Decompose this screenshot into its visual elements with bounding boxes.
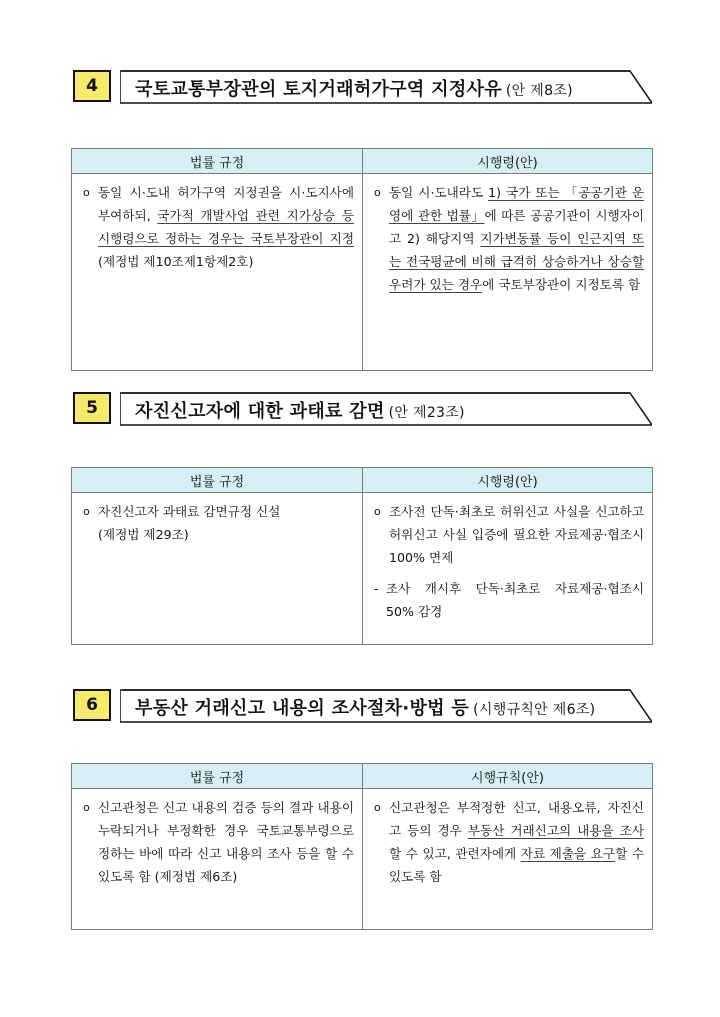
decree-cell [363,493,653,645]
bullet-circle: o [83,505,90,518]
text: 신고관청은 부적정한 신고, 내용오류, 자진신고 등의 경우 [389,800,644,838]
law-cell [72,493,363,645]
text: 조사 개시후 단독·최초로 자료제공·협조시 50% 감경 [386,581,644,619]
text: 에 따른 공공기관이 시행자이고 2) 해당지역 [389,208,645,246]
text: 에 국토부장관이 지정토록 함 [482,277,641,292]
bullet-circle: o [374,801,381,814]
bullet-circle: o [374,186,381,199]
text: (제정법 제10조제1항제2호) [98,254,254,269]
column-header-law: 법률 규정 [72,149,363,174]
comparison-table [71,467,653,645]
section-header [73,687,653,723]
underlined-text: 자료 제출을 요구 [520,846,616,861]
section-title-text: 자진신고자에 대한 과태료 감면 [135,401,385,422]
section-header [73,390,653,426]
text: 할 수 있도록 함 [389,846,644,884]
section-number-badge: 6 [73,689,111,721]
section-title [135,75,573,101]
section-title-text: 부동산 거래신고 내용의 조사절차·방법 등 [135,698,470,719]
decree-cell [363,174,653,371]
law-cell [72,789,363,930]
bullet-circle: o [83,186,90,199]
comparison-table [71,763,653,930]
underlined-text: 지가변동률 등이 인근지역 또는 전국평균에 비해 급격히 상승하거나 상승할 우려가 있는 경우 [389,231,645,292]
text: 조사전 단독·최초로 허위신고 사실을 신고하고 허위신고 사실 입증에 필요한 자료제공·협조시 100% 면제 [389,504,644,565]
text: 동일 시·도내 허가구역 지정권을 시·도지사에 부여하되, [98,185,354,223]
bullet-circle: o [83,801,90,814]
section-title-text: 국토교통부장관의 토지거래허가구역 지정사유 [135,79,502,100]
column-header-law: 법률 규정 [72,468,363,493]
section-title [135,397,465,423]
dash-marker: - [374,581,379,596]
text: 동일 시·도내라도 [389,185,489,200]
column-header-law: 법률 규정 [72,764,363,789]
underlined-text: 국가적 개발사업 관련 지가상승 등 시행령으로 정하는 경우는 국토부장관이 지정 [98,208,354,246]
section-number-badge: 4 [73,70,111,102]
column-header-rule: 시행규칙(안) [363,764,653,789]
underlined-text: 1) 국가 또는 「공공기관 운영에 관한 법률」 [389,185,645,223]
law-cell [72,174,363,371]
text: (제정법 제29조) [98,527,189,542]
section-reference: (안 제23조) [388,405,465,421]
section-title [135,694,595,720]
column-header-decree: 시행령(안) [363,468,653,493]
section-reference: (시행규칙안 제6조) [473,702,596,718]
section-number-badge: 5 [73,392,111,424]
rule-cell [363,789,653,930]
text: 할 수 있고, 관련자에게 [389,846,521,861]
column-header-decree: 시행령(안) [363,149,653,174]
text: 자진신고자 과태료 감면규정 신설 [98,504,281,519]
text: 신고관청은 신고 내용의 검증 등의 결과 내용이 누락되거나 부정확한 경우 국토교통부령으로 정하는 바에 따라 신고 내용의 조사 등을 할 수 있도록 함 (제정법 제6조) [98,800,354,884]
sub-item [374,577,644,623]
bullet-circle: o [374,505,381,518]
comparison-table [71,148,653,371]
section-header [73,68,653,104]
section-reference: (안 제8조) [505,83,573,99]
underlined-text: 부동산 거래신고의 내용을 조사 [467,823,644,838]
